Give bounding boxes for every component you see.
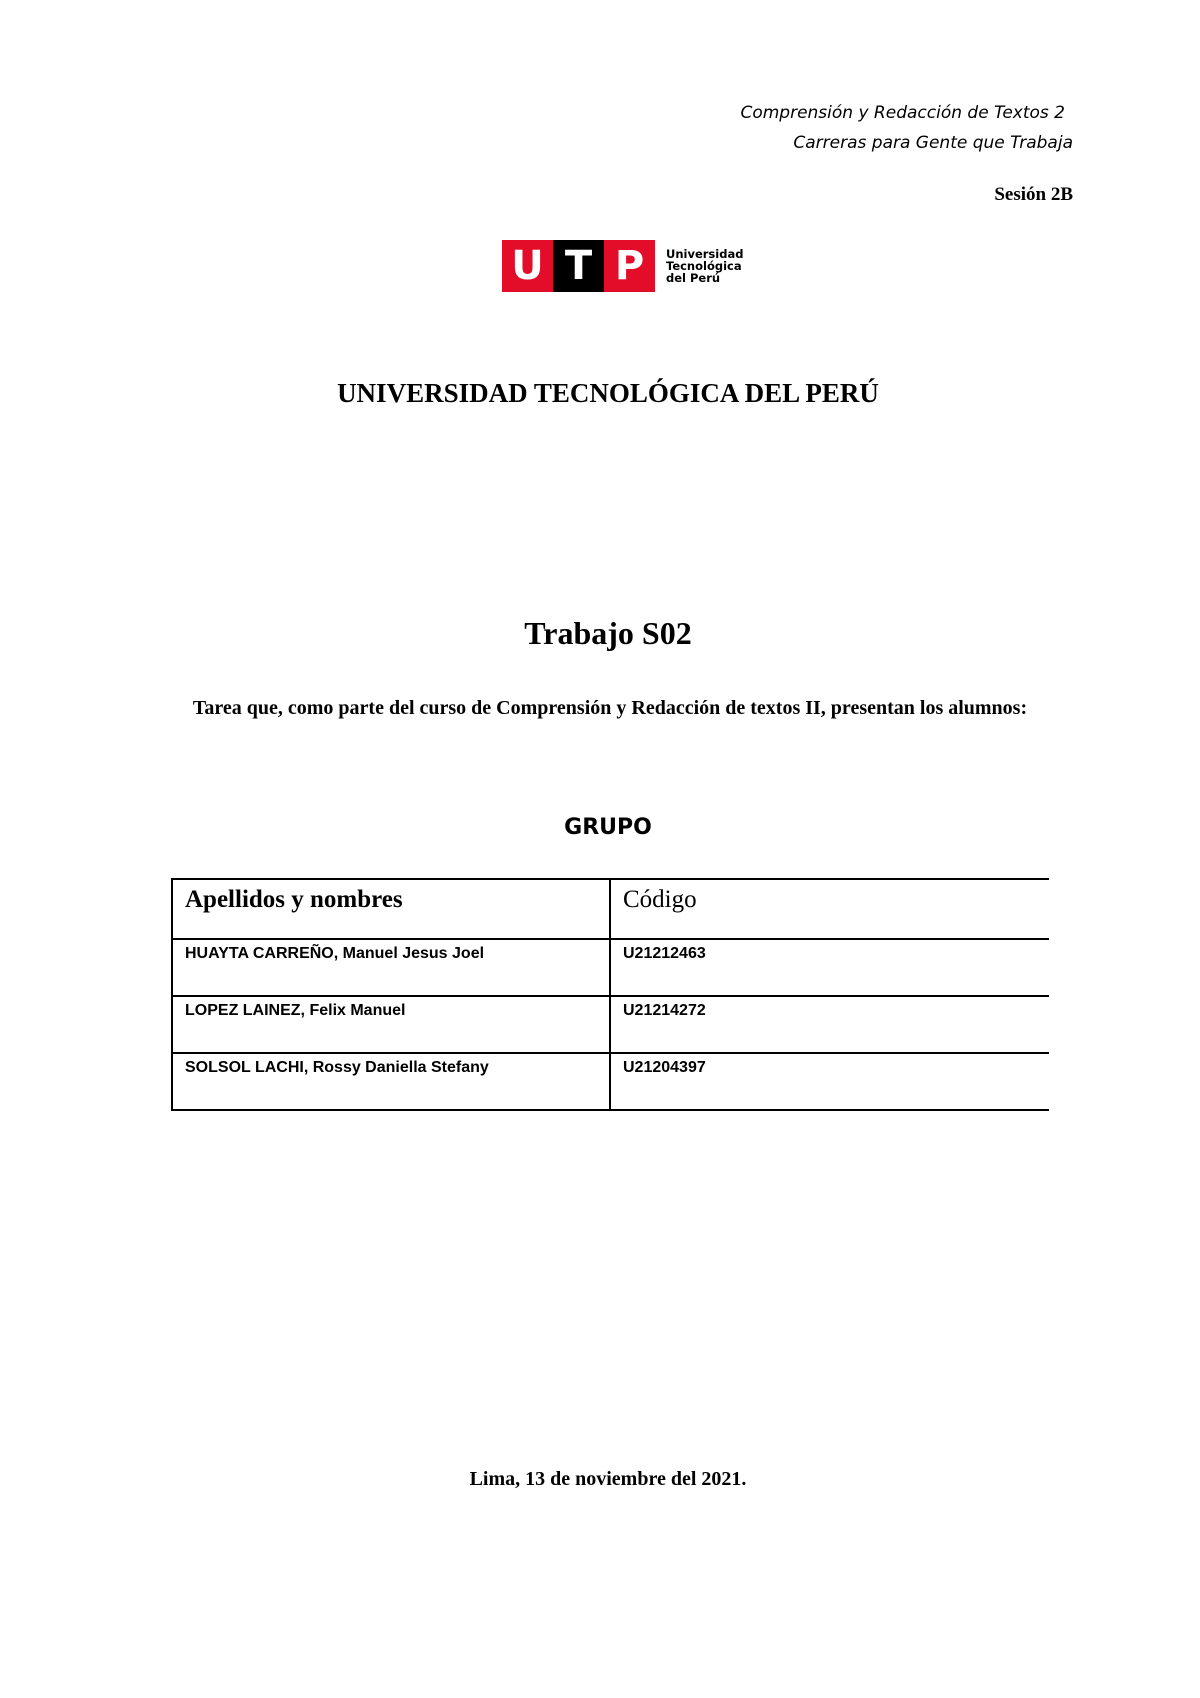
table-row	[172, 996, 1049, 1053]
logo-text-line-3: del Perú	[666, 271, 721, 285]
header-code: Código	[610, 879, 1049, 939]
students-table	[171, 878, 1049, 1111]
logo-letter-u: U	[502, 240, 553, 292]
task-description: Tarea que, como parte del curso de Comprensión y Redacción de textos II, presentan los alumnos:	[192, 697, 1028, 719]
student-name: SOLSOL LACHI, Rossy Daniella Stefany	[172, 1053, 610, 1110]
university-name: UNIVERSIDAD TECNOLÓGICA DEL PERÚ	[337, 378, 879, 408]
work-title: Trabajo S02	[524, 615, 692, 651]
student-code: U21212463	[610, 939, 1049, 996]
closing-date: Lima, 13 de noviembre del 2021.	[469, 1468, 747, 1490]
table-header-row	[172, 879, 1049, 939]
header-name: Apellidos y nombres	[172, 879, 610, 939]
student-code: U21204397	[610, 1053, 1049, 1110]
logo-letter-p: P	[604, 240, 655, 292]
table-row	[172, 1053, 1049, 1110]
student-name: HUAYTA CARREÑO, Manuel Jesus Joel	[172, 939, 610, 996]
logo-text-line-1: Universidad	[666, 247, 744, 261]
program-name: Carreras para Gente que Trabaja	[793, 133, 1073, 153]
student-name: LOPEZ LAINEZ, Felix Manuel	[172, 996, 610, 1053]
logo-letter-t: T	[553, 240, 604, 292]
logo-mark	[502, 240, 655, 292]
logo-text-line-2: Tecnológica	[666, 259, 742, 273]
group-title: GRUPO	[564, 815, 652, 840]
logo-text	[666, 248, 743, 284]
utp-logo	[502, 240, 743, 292]
student-code: U21214272	[610, 996, 1049, 1053]
course-name: Comprensión y Redacción de Textos 2	[740, 103, 1065, 123]
table-row	[172, 939, 1049, 996]
session-label: Sesión 2B	[994, 184, 1073, 205]
